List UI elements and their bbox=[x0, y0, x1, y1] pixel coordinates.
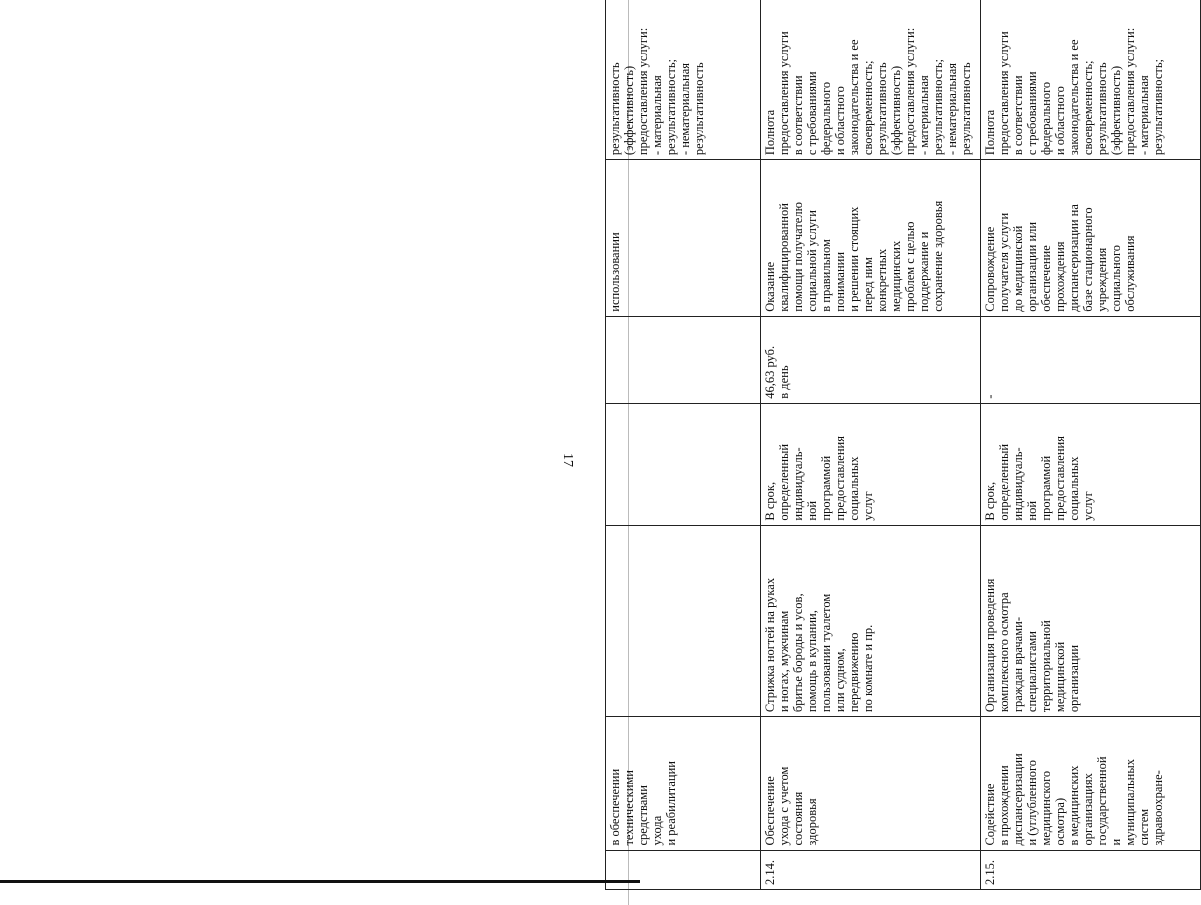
service-name: Содействие в прохождении диспансеризации и (углубленного медицинского осмотра) в медицинских организациях государственной и муниципальных систем здравоохране- bbox=[981, 717, 1201, 850]
service-quality-indicators: Полнота предоставления услуги в соответствии с требованиями федерального и областного законодательства и ее своевременность; результативность (эффективность) предоставления услуги: - материальная результативность; - нематериальная результативность bbox=[761, 0, 981, 160]
table-row bbox=[761, 0, 981, 890]
row-number bbox=[606, 850, 761, 889]
service-description: Стрижка ногтей на руках и ногах, мужчинам бритье бороды и усов, помощь в купании, пользовании туалетом или судном, передвижению по комнате и пр. bbox=[761, 525, 981, 716]
service-quality-indicators: Полнота предоставления услуги в соответствии с требованиями федерального и областного законодательства и ее своевременность; результативность (эффективность) предоставления услуги: - материальная результативность; bbox=[981, 0, 1201, 160]
service-name: Обеспечение ухода с учетом состояния здоровья bbox=[761, 717, 981, 850]
service-tariff: - bbox=[981, 316, 1201, 403]
bottom-rule bbox=[0, 880, 640, 883]
service-conditions: использовании bbox=[606, 160, 761, 317]
service-term: В срок, определенный индивидуаль- ной программой предоставления социальных услуг bbox=[981, 403, 1201, 525]
service-conditions: Оказание квалифицированной помощи получателю социальной услуги в правильном понимании и решении стоящих перед ним конкретных медицинских проблем с целью поддержание и сохранение здоровья bbox=[761, 160, 981, 317]
service-term bbox=[606, 403, 761, 525]
service-description: Организация проведения комплексного осмотра граждан врачами- специалистами территориальной медицинской организации bbox=[981, 525, 1201, 716]
table-row bbox=[981, 0, 1201, 890]
page-number: 17 bbox=[560, 453, 575, 467]
service-tariff bbox=[606, 316, 761, 403]
service-conditions: Сопровождение получателя услуги до медицинской организации или обеспечение прохождения диспансеризации на базе стационарного учреждения социального обслуживания bbox=[981, 160, 1201, 317]
service-quality-indicators: результативность (эффективность) предоставления услуги: - материальная результативность; - нематериальная результативность bbox=[606, 0, 761, 160]
service-description bbox=[606, 525, 761, 716]
row-number: 2.15. bbox=[981, 850, 1201, 889]
table-row bbox=[606, 0, 761, 890]
services-table bbox=[605, 0, 1201, 890]
rotated-table-container bbox=[605, 0, 1190, 890]
row-number: 2.14. bbox=[761, 850, 981, 889]
service-term: В срок, определенный индивидуаль- ной программой предоставления социальных услуг bbox=[761, 403, 981, 525]
service-name: в обеспечении техническими средствами ухода и реабилитации bbox=[606, 717, 761, 850]
service-tariff: 46,63 руб. в день bbox=[761, 316, 981, 403]
